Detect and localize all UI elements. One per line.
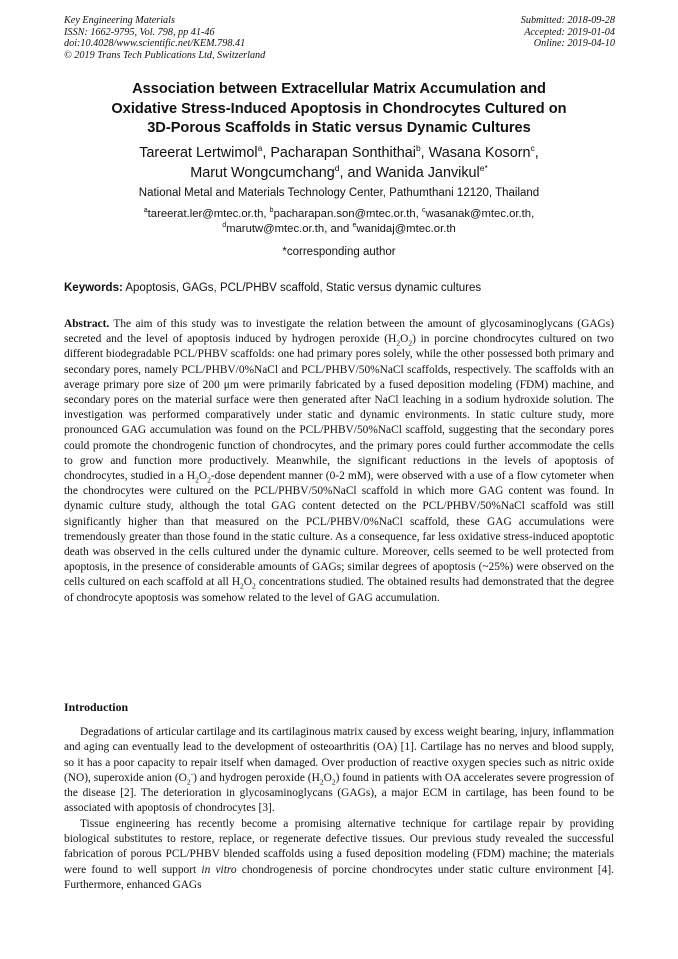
introduction-body <box>64 725 614 893</box>
accepted-date: Accepted: 2019-01-04 <box>524 26 615 38</box>
issn-info: ISSN: 1662-9795, Vol. 798, pp 41-46 <box>64 26 215 38</box>
subscript: 2 <box>207 475 211 485</box>
paragraph-text: ) found in patients with OA accelerates severe progression of the disease [2]. The deterioration in glycosaminoglycans (GAGs), a major ECM in cartilage, has been found to be associated with apoptosis of chondrocytes [3]. <box>64 771 614 815</box>
section-heading-introduction: Introduction <box>64 700 129 714</box>
abstract-label: Abstract. <box>64 318 110 330</box>
email-mark: a <box>143 207 148 215</box>
abstract-text: concentrations studied. The obtained results had demonstrated that the degree of chondrocyte apoptosis was somehow related to the level of GAG accumulation. <box>64 576 614 604</box>
publication-info <box>64 15 384 61</box>
journal-name: Key Engineering Materials <box>64 15 175 26</box>
paragraph-text: ) and hydrogen peroxide (H <box>193 771 320 784</box>
publication-dates <box>395 15 615 50</box>
submitted-date: Submitted: 2018-09-28 <box>520 15 615 26</box>
abstract-text: O <box>400 333 409 346</box>
author-separator: , <box>534 145 539 161</box>
author-name: Tareerat Lertwimol <box>139 145 258 161</box>
author-list <box>64 143 614 183</box>
author-affil-mark: d <box>334 163 340 174</box>
corresponding-author-note: *corresponding author <box>282 246 396 258</box>
abstract-text: O <box>198 470 208 483</box>
email-mark: c <box>421 207 426 215</box>
abstract <box>64 317 614 606</box>
subscript: 2 <box>319 777 324 787</box>
author-affil-mark: e* <box>479 163 488 174</box>
subscript: 2 <box>331 777 336 787</box>
email-mark: e <box>352 222 357 230</box>
email-address[interactable]: tareerat.ler@mtec.or.th, <box>147 208 270 220</box>
email-line <box>64 207 614 222</box>
author-affil-mark: b <box>415 143 421 154</box>
abstract-text: ) in porcine chondrocytes cultured on two different biodegradable PCL/PHBV scaffolds: one had primary pores solely, while the other possessed both primary and secondary pores, namely PCL/PHBV/0%NaCl and PCL/PHBV/50%NaCl scaffolds, respectively. The scaffolds with an average primary pore size of 200 μm were primarily fabricated by a fused deposition modeling (FDM) machine, and secondary pores on the material surface were then generated after NaCl leaching in a sodium hydroxide solution. The investigation was performed comparatively under static and dynamic environments. In static culture study, more pronounced GAG accumulation was found on the PCL/PHBV/50%NaCl scaffold, suggesting that the secondary pores could promote the chondrogenic function of chondrocytes, and the primary pores could further accommodate the cells to grow and function more productively. Meanwhile, the significant reductions in the levels of apoptosis of chondrocytes, studied in a H <box>64 333 614 483</box>
italic-term: in vitro <box>201 863 237 876</box>
paragraph <box>64 725 614 817</box>
copyright-notice: © 2019 Trans Tech Publications Ltd, Switzerland <box>64 49 266 61</box>
author-affil-mark: c <box>530 143 535 154</box>
subscript: 2 <box>240 581 244 591</box>
paragraph-text: Degradations of articular cartilage and its cartilaginous matrix caused by excess weight bearing, injury, inflammation and aging can eventually lead to the development of osteoarthritis (OA) [1]. Cartilage has no nerves and blood supply, so it has a poor capacity to repair itself when damaged. Over production of reactive oxygen species such as nitric oxide (NO), superoxide anion (O <box>64 726 614 784</box>
email-address[interactable]: wasanak@mtec.or.th, <box>425 208 535 220</box>
paragraph <box>64 817 614 893</box>
keywords <box>64 281 624 295</box>
doi-link[interactable]: doi:10.4028/www.scientific.net/KEM.798.41 <box>64 38 246 49</box>
author-separator: , <box>420 145 429 161</box>
email-mark: d <box>222 222 227 230</box>
paragraph-text: Tissue engineering has recently become a promising alternative technique for cartilage repair by providing biological substitutes to restore, replace, or regenerate defective tissues. Our previous study revealed the successful fabrication of porous PCL/PHBV blended scaffolds using a fused deposition modeling (FDM) machine; the materials were found to well support <box>64 817 614 876</box>
author-name: Marut Wongcumchang <box>190 165 335 181</box>
author-name: Pacharapan Sonthithai <box>270 145 416 161</box>
online-date: Online: 2019-04-10 <box>533 38 615 49</box>
abstract-text: The aim of this study was to investigate the relation between the amount of glycosaminoglycans (GAGs) secreted and the level of apoptosis induced by hydrogen peroxide (H <box>64 318 614 346</box>
keywords-label: Keywords: <box>64 282 123 294</box>
keywords-text: Apoptosis, GAGs, PCL/PHBV scaffold, Static versus dynamic cultures <box>122 282 482 294</box>
subscript: 2 <box>252 581 256 591</box>
author-name: Wasana Kosorn <box>428 145 531 161</box>
author-line <box>64 163 614 183</box>
email-line <box>64 222 614 237</box>
email-address[interactable]: wanidaj@mtec.or.th <box>356 223 456 235</box>
subscript: 2 <box>186 777 191 787</box>
paragraph-text: chondrogenesis of porcine chondrocytes under static culture environment [4]. Furthermore, enhanced GAGs <box>64 863 614 891</box>
author-line <box>64 143 614 163</box>
author-name: Wanida Janvikul <box>375 165 480 181</box>
author-emails <box>64 207 614 237</box>
paragraph-text: O <box>323 771 332 784</box>
affiliation: National Metal and Materials Technology Center, Pathumthani 12120, Thailand <box>138 187 540 199</box>
paper-title <box>64 80 614 139</box>
author-separator: , <box>262 145 271 161</box>
title-line: Association between Extracellular Matrix Accumulation and <box>132 81 546 97</box>
email-mark: b <box>269 207 274 215</box>
subscript: 2 <box>396 338 401 348</box>
superscript: - <box>190 769 194 779</box>
author-separator: , and <box>339 165 376 181</box>
subscript: 2 <box>408 338 413 348</box>
abstract-text: -dose dependent manner (0-2 mM), were observed with a use of a flow cytometer when the chondrocytes were cultured on the PCL/PHBV/50%NaCl scaffold in which more GAG content was found. In dynamic culture study, although the total GAG content detected on the PCL/PHBV/50%NaCl scaffold was still significantly higher than that measured on the PCL/PHBV/0%NaCl scaffold, these GAG accumulations were tremendously greater than those found in the static culture. As a consequence, far less oxidative stress-induced apoptotic death was observed in the cells cultured under the dynamic culture. Moreover, cells seemed to be well protected from apoptosis, in the presence of considerable amounts of GAGs; similar degrees of apoptosis (~25%) were observed on the cells cultured on each scaffold at all H <box>64 470 615 589</box>
title-line: 3D-Porous Scaffolds in Static versus Dynamic Cultures <box>147 120 531 136</box>
author-affil-mark: a <box>257 143 263 154</box>
email-address[interactable]: pacharapan.son@mtec.or.th, <box>273 208 422 220</box>
subscript: 2 <box>195 475 199 485</box>
title-line: Oxidative Stress-Induced Apoptosis in Chondrocytes Cultured on <box>111 100 567 117</box>
abstract-text: O <box>243 576 253 589</box>
email-address[interactable]: marutw@mtec.or.th, and <box>226 223 353 235</box>
